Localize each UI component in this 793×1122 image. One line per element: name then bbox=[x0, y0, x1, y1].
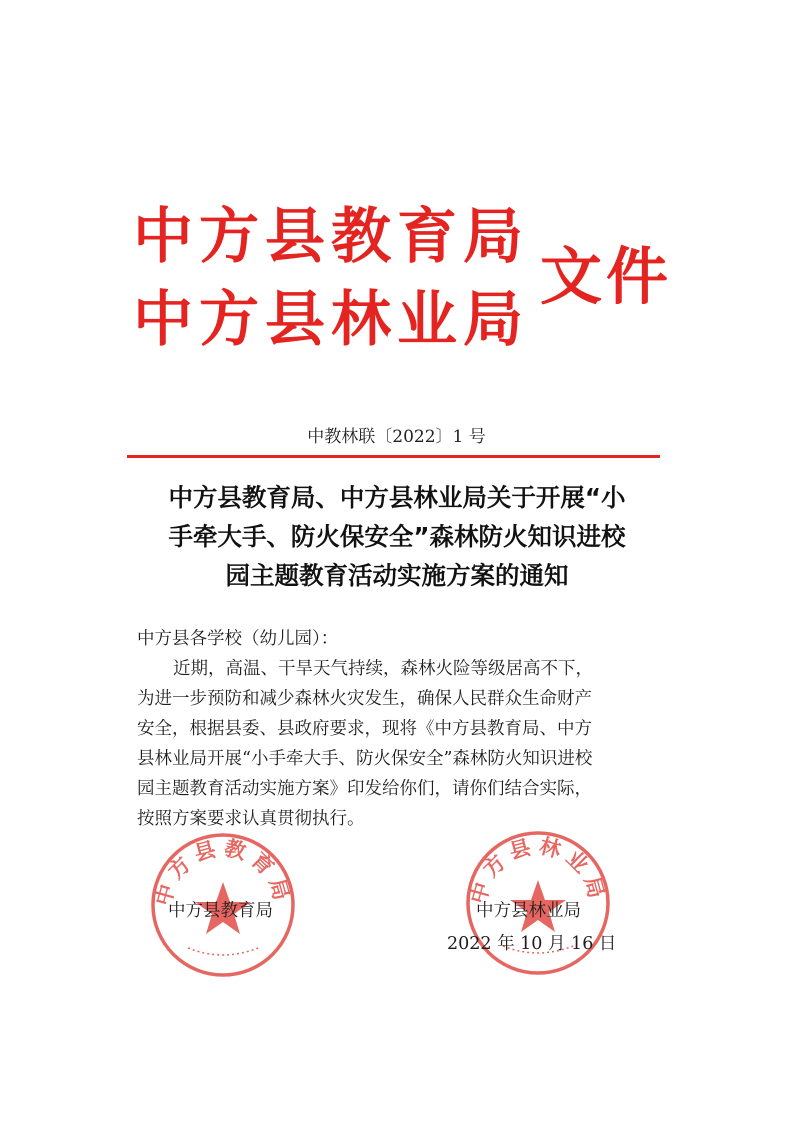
body-line: 安全，根据县委、县政府要求，现将《中方县教育局、中方 bbox=[137, 719, 592, 739]
seal-right-text: 中方县林业局 bbox=[465, 833, 611, 907]
body-paragraph bbox=[137, 654, 662, 834]
body-line: 按照方案要求认真贯彻执行。 bbox=[137, 809, 365, 829]
body-line: 为进一步预防和减少森林火灾发生，确保人民群众生命财产 bbox=[137, 689, 592, 709]
header-org-line-1: 中方县教育局 bbox=[133, 202, 529, 272]
header-org-line-2: 中方县林业局 bbox=[133, 285, 529, 355]
signer-right-org: 中方县林业局 bbox=[476, 901, 581, 921]
salutation: 中方县各学校（幼儿园）： bbox=[137, 629, 339, 649]
body-line: 县林业局开展“小手牵大手、防火保安全”森林防火知识进校 bbox=[137, 749, 593, 769]
red-divider bbox=[127, 455, 660, 458]
document-title bbox=[132, 478, 662, 595]
seal-left-text: 中方县教育局 bbox=[150, 835, 296, 909]
title-line: 中方县教育局、中方县林业局关于开展“小 bbox=[168, 483, 626, 512]
signature-date: 2022 年 10 月 16 日 bbox=[447, 934, 617, 954]
title-line: 手牵大手、防火保安全”森林防火知识进校 bbox=[168, 522, 626, 551]
body-line: 园主题教育活动实施方案》印发给你们，请你们结合实际， bbox=[137, 779, 592, 799]
document-number: 中教林联〔2022〕1 号 bbox=[307, 427, 486, 447]
header-suffix: 文件 bbox=[540, 240, 673, 313]
body-line: 近期，高温、干旱天气持续，森林火险等级居高不下， bbox=[173, 659, 593, 679]
signer-left-org: 中方县教育局 bbox=[168, 901, 273, 921]
title-line: 园主题教育活动实施方案的通知 bbox=[225, 561, 569, 590]
